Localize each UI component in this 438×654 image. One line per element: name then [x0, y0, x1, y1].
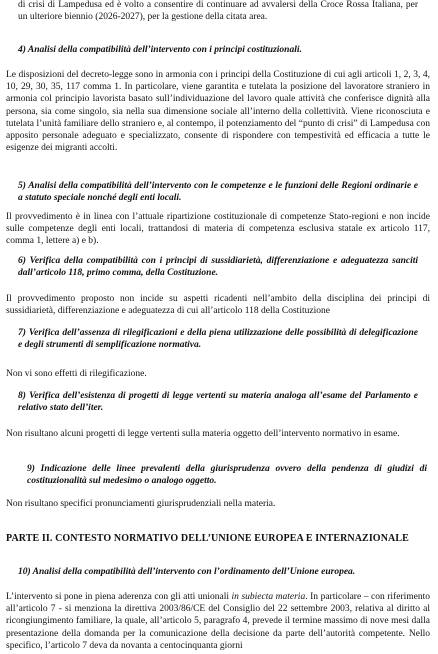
section-6-heading: 6) Verifica della compatibilità con i principi di sussidiarietà, differenziazione e adeguatezza sanciti dall’articolo 118, primo comma, della Costituzione.: [18, 256, 418, 279]
part-2-title: PARTE II. CONTESTO NORMATIVO DELL’UNIONE EUROPEA E INTERNAZIONALE: [6, 533, 409, 544]
section-5-paragraph: Il provvedimento è in linea con l’attuale ripartizione costituzionale di competenze Stato-regioni e non incide sulle competenze degli enti locali, trattandosi di materia di competenza esclusiva statale ex articolo 117, comma 1, lettere a) e b).: [6, 212, 430, 247]
section-7-heading: 7) Verifica dell’assenza di rilegificazioni e della piena utilizzazione delle possibilità di delegificazione e degli strumenti di semplificazione normativa.: [18, 328, 418, 351]
section-10-text-b: . In particolare – con riferimento all’articolo 7 - si menziona la direttiva 2003/86/CE del Consiglio del 22 settembre 2003, relativa al diritto al ricongiungimento familiare, la quale, all’articolo 5, paragrafo 4, prevede il termine massimo di nove mesi dalla presentazione della domanda per la comunicazione della decisione da parte dell’autorità competente. Nello specifico, l’articolo 7 deva da novanta a centocinquanta giorni: [6, 592, 430, 651]
section-9-paragraph: Non risultano specifici pronunciamenti giurisprudenziali nella materia.: [6, 499, 276, 509]
section-10-emphasis: in subiecta materia: [231, 592, 306, 602]
section-10-heading: 10) Analisi della compatibilità dell’intervento con l’ordinamento dell’Unione europea.: [18, 567, 356, 577]
section-5-heading: 5) Analisi della compatibilità dell’intervento con le competenze e le funzioni delle Regioni ordinarie e a statuto speciale nonché degli enti locali.: [18, 181, 418, 204]
section-7-paragraph: Non vi sono effetti di rilegificazione.: [6, 369, 147, 379]
intro-paragraph: di crisi di Lampedusa ed è volto a consentire di continuare ad avvalersi della Croce Rossa Italiana, per un ulteriore biennio (2026-2027), per la gestione della citata area.: [18, 0, 418, 23]
section-10-text-a: L’intervento si pone in piena aderenza con gli atti unionali: [6, 592, 232, 602]
section-9-heading: 9) Indicazione delle linee prevalenti della giurisprudenza ovvero della pendenza di giudizi di costituzionalità sul medesimo o analogo oggetto.: [27, 464, 427, 487]
section-6-paragraph: Il provvedimento proposto non incide su aspetti ricadenti nell’ambito della disciplina dei principi di sussidiarietà, differenziazione e adeguatezza di cui all’articolo 118 della Costituzione: [6, 294, 430, 317]
section-10-paragraph: [6, 591, 430, 652]
section-4-paragraph: Le disposizioni del decreto-legge sono in armonia con i principi della Costituzione di cui agli articoli 1, 2, 3, 4, 10, 29, 30, 35, 117 comma 1. In particolare, viene garantita e tutelata la posizione del lavoratore straniero in armonia col principio lavorista basato sull’individuazione del lavoro quale attività che conferisce dignità alla persona, sia come singolo, sia nella sua dimensione sociale all’interno della collettività. Viene riconosciuta e tutelata l’unità familiare dello straniero e, al contempo, il potenziamento del “punto di crisi” di Lampedusa con apposito personale adeguato e specializzato, consente di rispondere con tempestività ed efficacia a tutte le esigenze dei migranti accolti.: [6, 70, 430, 154]
section-8-paragraph: Non risultano alcuni progetti di legge vertenti sulla materia oggetto dell’intervento normativo in esame.: [6, 429, 400, 439]
section-8-heading: 8) Verifica dell’esistenza di progetti di legge vertenti su materia analoga all’esame del Parlamento e relativo stato dell’iter.: [18, 391, 418, 414]
section-4-heading: 4) Analisi della compatibilità dell’intervento con i principi costituzionali.: [18, 45, 302, 55]
